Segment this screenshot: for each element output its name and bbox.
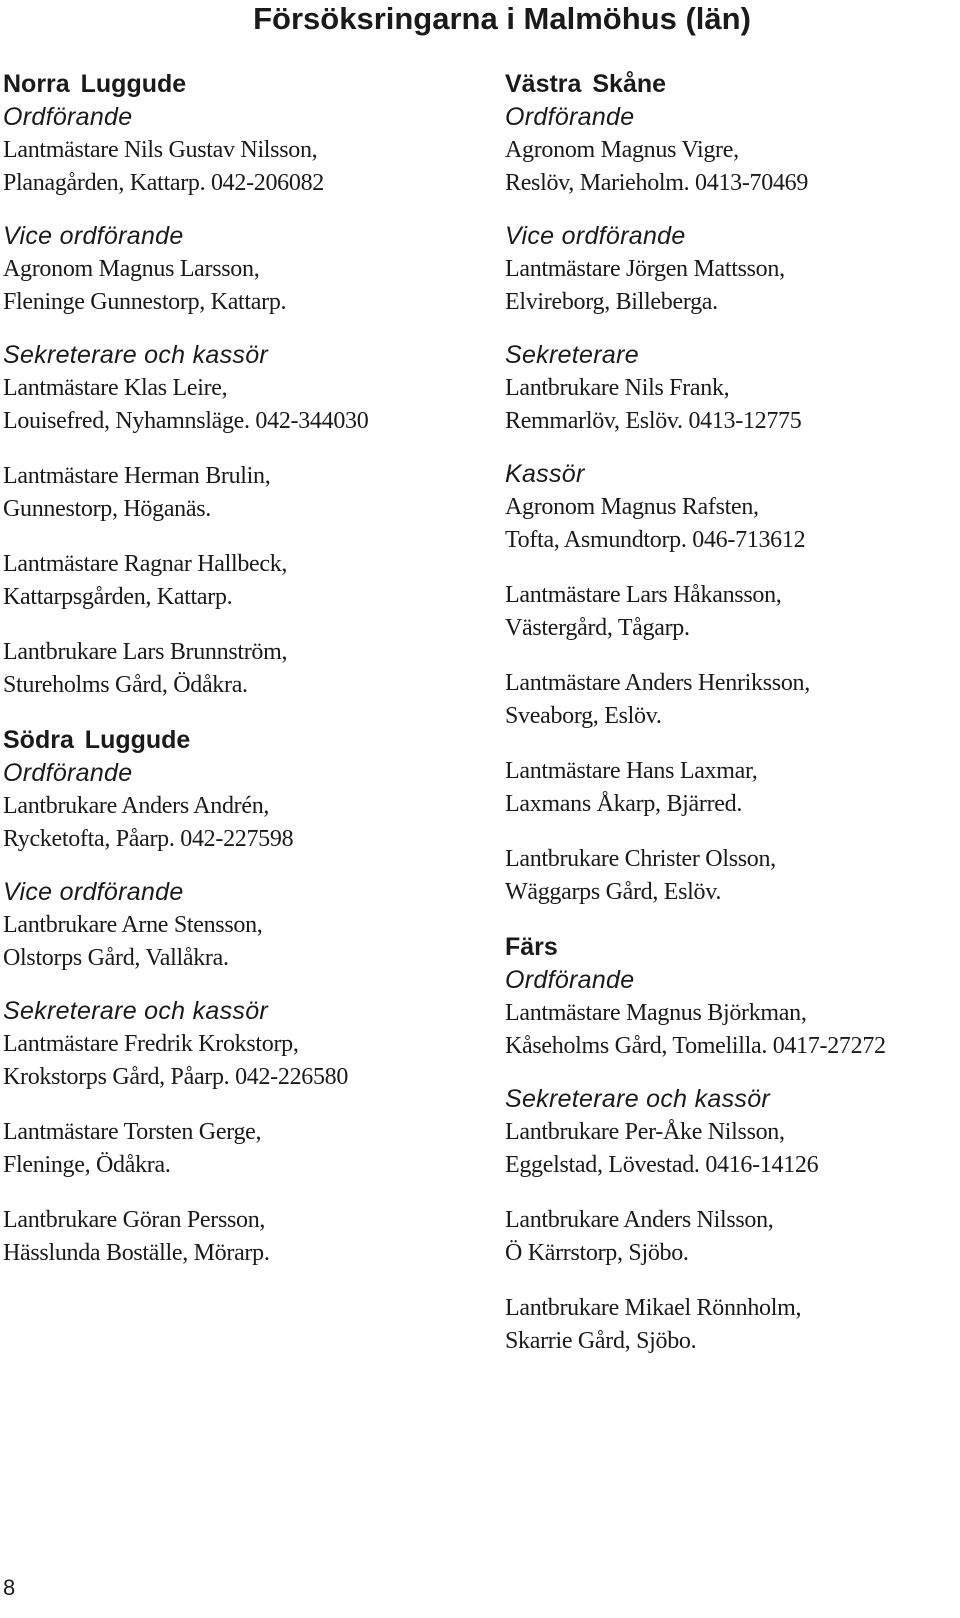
- role-label: Vice ordförande: [3, 222, 184, 250]
- role-label: Vice ordförande: [3, 878, 184, 906]
- role-label: Ordförande: [3, 759, 133, 787]
- person-line: Lantbrukare Per-Åke Nilsson,: [505, 1119, 785, 1145]
- address-line: Olstorps Gård, Vallåkra.: [3, 945, 229, 971]
- role-label: Ordförande: [505, 966, 635, 994]
- role-label: Ordförande: [505, 103, 635, 131]
- member-line: Lantmästare Lars Håkansson,: [505, 582, 782, 608]
- left-column: [3, 68, 483, 1270]
- address-line: Reslöv, Marieholm. 0413-70469: [505, 170, 809, 196]
- member-line: Lantmästare Herman Brulin,: [3, 463, 271, 489]
- address-line: Sveaborg, Eslöv.: [505, 703, 662, 729]
- address-line: Stureholms Gård, Ödåkra.: [3, 672, 248, 698]
- address-line: Kåseholms Gård, Tomelilla. 0417-27272: [505, 1033, 886, 1059]
- section-fars: [505, 931, 955, 1358]
- person-line: Agronom Magnus Larsson,: [3, 256, 260, 282]
- member-line: Lantmästare Hans Laxmar,: [505, 758, 758, 784]
- address-line: Krokstorps Gård, Påarp. 042-226580: [3, 1064, 349, 1090]
- address-line: Planagården, Kattarp. 042-206082: [3, 170, 324, 196]
- role-label: Sekreterare och kassör: [3, 997, 269, 1025]
- address-line: Louisefred, Nyhamnsläge. 042-344030: [3, 408, 369, 434]
- member-line: Lantbrukare Anders Nilsson,: [505, 1207, 774, 1233]
- address-line: Tofta, Asmundtorp. 046-713612: [505, 527, 806, 553]
- role-label: Sekreterare och kassör: [505, 1085, 771, 1113]
- role-label: Vice ordförande: [505, 222, 686, 250]
- address-line: Eggelstad, Lövestad. 0416-14126: [505, 1152, 819, 1178]
- address-line: Rycketofta, Påarp. 042-227598: [3, 826, 294, 852]
- page-title: Försöksringarna i Malmöhus (län): [253, 1, 751, 36]
- address-line: Hässlunda Boställe, Mörarp.: [3, 1240, 270, 1266]
- page-number: 8: [3, 1575, 16, 1600]
- section-vastra-skane: [505, 68, 955, 909]
- member-line: Lantmästare Anders Henriksson,: [505, 670, 810, 696]
- address-line: Laxmans Åkarp, Bjärred.: [505, 791, 743, 817]
- role-label: Sekreterare och kassör: [3, 341, 269, 369]
- person-line: Lantmästare Fredrik Krokstorp,: [3, 1031, 299, 1057]
- right-column: [505, 68, 955, 1358]
- role-label: Ordförande: [3, 103, 133, 131]
- person-line: Lantbrukare Arne Stensson,: [3, 912, 263, 938]
- district-heading: Norra Luggude: [3, 70, 187, 98]
- member-line: Lantbrukare Mikael Rönnholm,: [505, 1295, 802, 1321]
- address-line: Skarrie Gård, Sjöbo.: [505, 1328, 697, 1354]
- address-line: Fleninge Gunnestorp, Kattarp.: [3, 289, 287, 315]
- person-line: Lantmästare Jörgen Mattsson,: [505, 256, 785, 282]
- address-line: Fleninge, Ödåkra.: [3, 1152, 171, 1178]
- address-line: Kattarpsgården, Kattarp.: [3, 584, 233, 610]
- role-label: Sekreterare: [505, 341, 639, 369]
- person-line: Agronom Magnus Vigre,: [505, 137, 739, 163]
- person-line: Lantmästare Magnus Björkman,: [505, 1000, 807, 1026]
- role-label: Kassör: [505, 460, 585, 488]
- person-line: Lantbrukare Nils Frank,: [505, 375, 730, 401]
- member-line: Lantmästare Ragnar Hallbeck,: [3, 551, 288, 577]
- district-heading: Västra Skåne: [505, 70, 667, 98]
- person-line: Agronom Magnus Rafsten,: [505, 494, 759, 520]
- section-norra-luggude: [3, 68, 483, 702]
- member-line: Lantbrukare Göran Persson,: [3, 1207, 266, 1233]
- member-line: Lantbrukare Christer Olsson,: [505, 846, 776, 872]
- address-line: Wäggarps Gård, Eslöv.: [505, 879, 722, 905]
- address-line: Elvireborg, Billeberga.: [505, 289, 718, 315]
- person-line: Lantbrukare Anders Andrén,: [3, 793, 270, 819]
- member-line: Lantbrukare Lars Brunnström,: [3, 639, 288, 665]
- address-line: Gunnestorp, Höganäs.: [3, 496, 211, 522]
- address-line: Remmarlöv, Eslöv. 0413-12775: [505, 408, 802, 434]
- address-line: Ö Kärrstorp, Sjöbo.: [505, 1240, 689, 1266]
- address-line: Västergård, Tågarp.: [505, 615, 690, 641]
- district-heading: Södra Luggude: [3, 726, 191, 754]
- section-sodra-luggude: [3, 724, 483, 1270]
- district-heading: Färs: [505, 933, 558, 961]
- person-line: Lantmästare Nils Gustav Nilsson,: [3, 137, 318, 163]
- member-line: Lantmästare Torsten Gerge,: [3, 1119, 262, 1145]
- person-line: Lantmästare Klas Leire,: [3, 375, 228, 401]
